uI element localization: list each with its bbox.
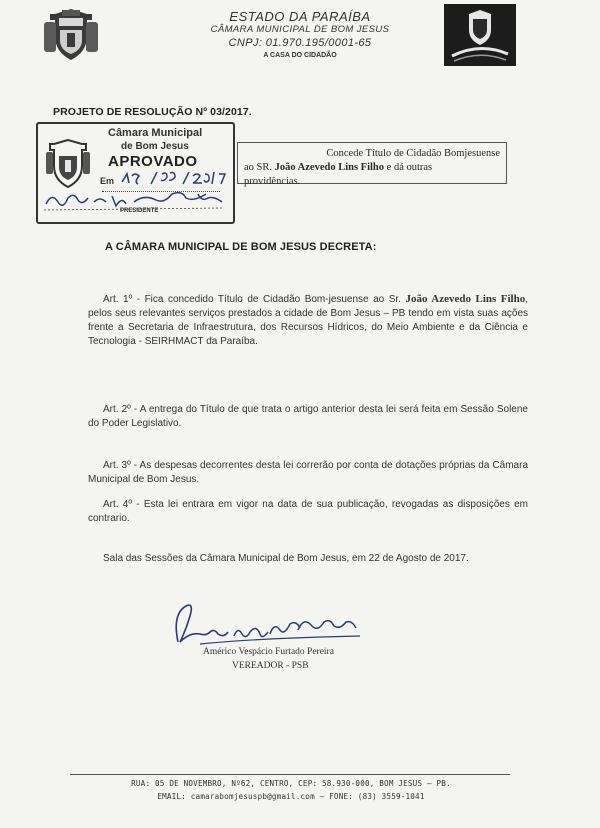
letterhead [160, 9, 440, 60]
closing-text: Sala das Sessões da Câmara Municipal de Bom Jesus, em 22 de Agosto de 2017. [103, 553, 469, 564]
chamber-logo-icon [444, 4, 516, 66]
summary-line-3: providências. [244, 176, 301, 187]
state-name: ESTADO DA PARAÍBA [229, 9, 371, 24]
article-1-body: , pelos seus relevantes serviços prestados a cidade de Bom Jesus – PB tendo em vista suas ações frente a Secretaria de Infraestrutura, dos Recursos Hídricos, do Meio Ambiente e da Ciência e Tecnologia - SEIRHMACT da Paraíba. [88, 294, 528, 347]
article-3-text: Art. 3º - As despesas decorrentes desta lei correrão por conta de dotações próprias da Câmara Municipal de Bom Jesus. [88, 460, 528, 485]
article-1-intro: Art. 1º - Fica concedido Título de Cidadão Bom-jesuense ao Sr. [103, 294, 401, 305]
footer-address: RUA: 05 DE NOVEMBRO, Nº62, CENTRO, CEP: 58.930-000, BOM JESUS – PB. [131, 779, 451, 788]
project-title: PROJETO DE RESOLUÇÃO Nº 03/2017. [53, 106, 252, 118]
stamp-status: APROVADO [108, 153, 198, 170]
summary-line-1: Concede Título de Cidadão Bomjesuense [326, 148, 500, 159]
stamp-role: PRESIDENTE [120, 208, 159, 214]
signatory-name: Américo Vespácio Furtado Pereira [203, 647, 334, 657]
summary-line-2 [238, 161, 500, 175]
article-3 [88, 459, 528, 487]
article-2-text: Art. 2º - A entrega do Título de que trata o artigo anterior desta lei será feita em Sessão Solene do Poder Legislativo. [88, 404, 528, 429]
decree-heading: A CÂMARA MUNICIPAL DE BOM JESUS DECRETA: [105, 241, 377, 253]
municipal-coat-of-arms-icon [40, 6, 102, 64]
article-4-text: Art. 4º - Esta lei entrara em vigor na data de sua publicação, revogadas as disposições em contrario. [88, 499, 528, 524]
cnpj-number: CNPJ: 01.970.195/0001-65 [228, 37, 372, 49]
article-1 [88, 292, 528, 349]
summary-box [237, 142, 507, 187]
stamp-line-city: de Bom Jesus [121, 141, 189, 152]
footer-divider [70, 774, 510, 775]
stamp-line-chamber: Câmara Municipal [108, 127, 203, 139]
approval-stamp [36, 122, 235, 224]
honoree-name: João Azevedo Lins Filho [274, 162, 385, 173]
article-1-name-part-2: Lins Filho [475, 293, 526, 305]
article-1-name-part-1: João Azevedo [405, 293, 472, 305]
signatory-role: VEREADOR - PSB [232, 661, 309, 671]
motto: A CASA DO CIDADÃO [263, 52, 337, 59]
summary-suffix: e dá outras [386, 162, 433, 173]
stamp-date-prefix: Em [100, 176, 115, 186]
footer-contact: EMAIL: camarabomjesuspb@gmail.com – FONE: (83) 3559-1041 [157, 792, 425, 801]
article-2 [88, 403, 528, 431]
summary-prefix: ao SR. [244, 162, 273, 173]
chamber-name: CÂMARA MUNICIPAL DE BOM JESUS [210, 24, 390, 35]
article-4 [88, 498, 528, 526]
handwritten-signature [170, 600, 370, 650]
closing-statement [88, 552, 528, 566]
